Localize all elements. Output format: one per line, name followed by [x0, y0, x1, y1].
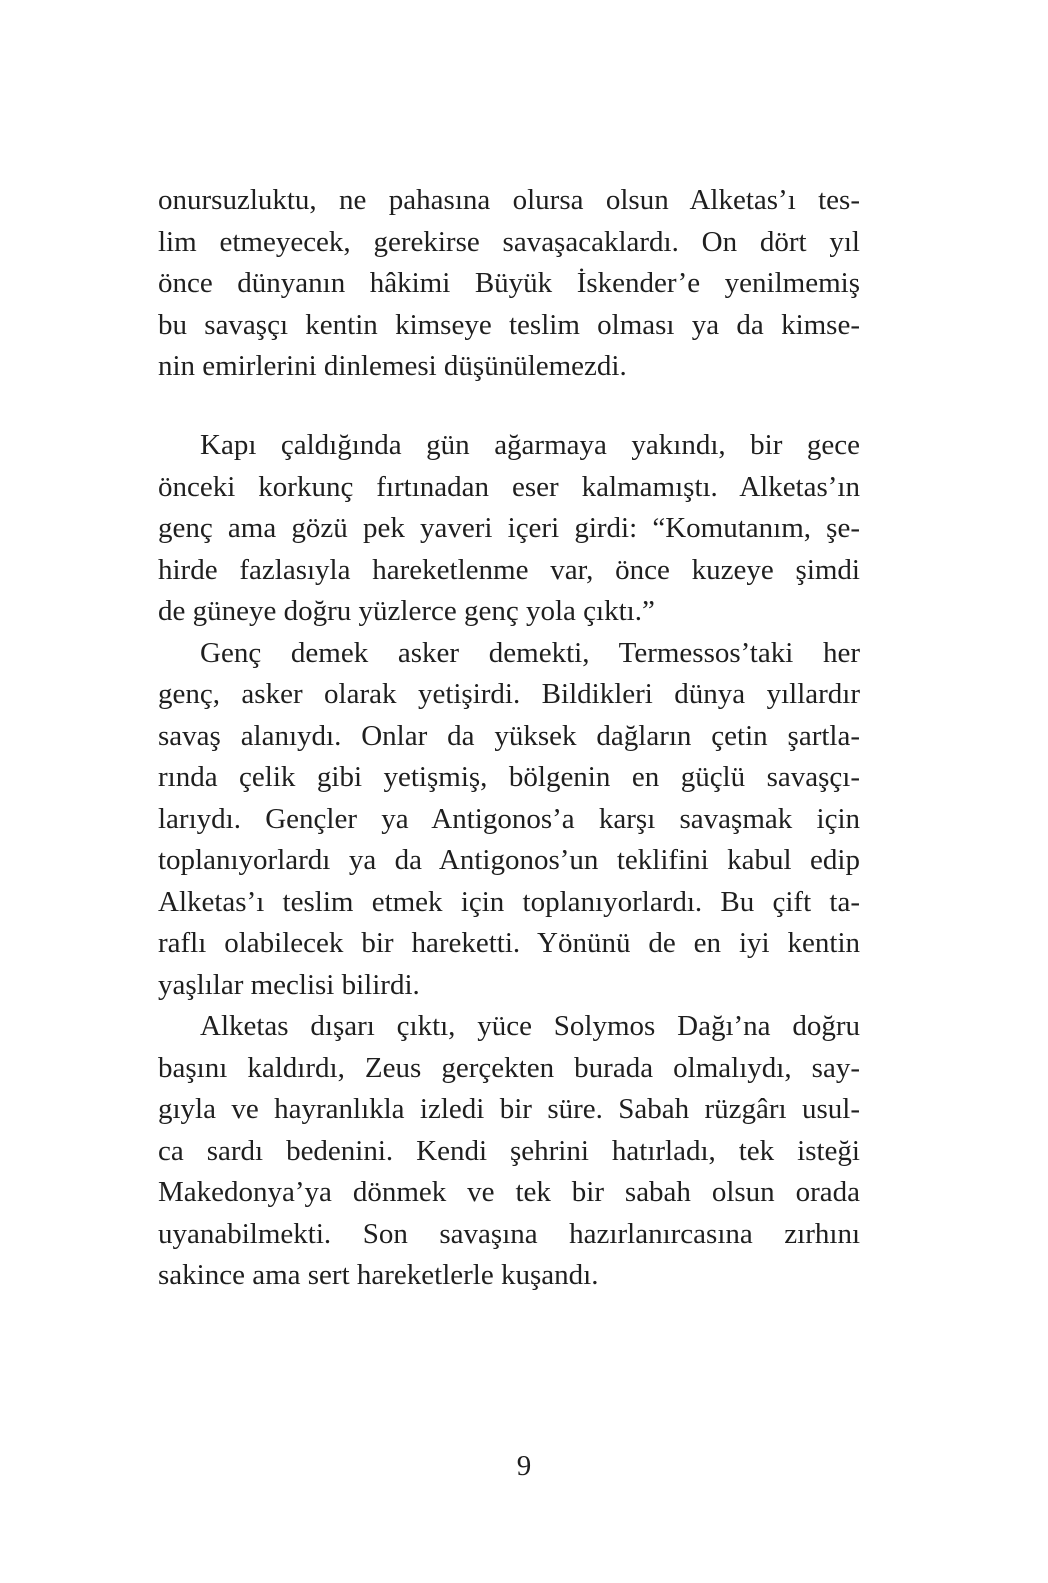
body-text [158, 425, 860, 1297]
paragraph [158, 1006, 860, 1297]
text-line: ca sardı bedenini. Kendi şehrini hatırladı, tek isteği [158, 1134, 860, 1167]
text-line: larıydı. Gençler ya Antigonos’a karşı savaşmak için [158, 802, 860, 835]
text-line: genç ama gözü pek yaveri içeri girdi: “Komutanım, şe- [158, 512, 860, 544]
text-line: önce dünyanın hâkimi Büyük İskender’e yenilmemiş [158, 267, 860, 299]
text-line: savaş alanıydı. Onlar da yüksek dağların çetin şartla- [158, 719, 860, 752]
text-line: gıyla ve hayranlıkla izledi bir süre. Sabah rüzgârı usul- [158, 1093, 860, 1125]
paragraph [158, 425, 860, 633]
text-line: hirde fazlasıyla hareketlenme var, önce kuzeye şimdi [158, 553, 860, 586]
paragraph [158, 633, 860, 1007]
text-line: genç, asker olarak yetişirdi. Bildikleri dünya yıllardır [158, 678, 860, 710]
page-number: 9 [516, 1450, 532, 1482]
text-line: onursuzluktu, ne pahasına olursa olsun Alketas’ı tes- [158, 184, 860, 216]
text-line: toplanıyorlardı ya da Antigonos’un teklifini kabul edip [158, 844, 860, 876]
text-line: bu savaşçı kentin kimseye teslim olması ya da kimse- [158, 308, 860, 341]
paragraph-continued [158, 180, 860, 388]
text-line: raflı olabilecek bir hareketti. Yönünü de en iyi kentin [158, 927, 860, 959]
text-line: yaşlılar meclisi bilirdi. [158, 968, 420, 1001]
text-line: rında çelik gibi yetişmiş, bölgenin en güçlü savaşçı- [158, 761, 860, 793]
text-line: Makedonya’ya dönmek ve tek bir sabah olsun orada [158, 1176, 860, 1208]
text-line: nin emirlerini dinlemesi düşünülemezdi. [158, 350, 627, 382]
text-line: önceki korkunç fırtınadan eser kalmamıştı. Alketas’ın [158, 470, 860, 503]
text-line: Alketas’ı teslim etmek için toplanıyorlardı. Bu çift ta- [158, 885, 860, 918]
text-line: Genç demek asker demekti, Termessos’taki her [200, 636, 860, 669]
text-line: lim etmeyecek, gerekirse savaşacaklardı. On dört yıl [158, 225, 860, 258]
text-line: başını kaldırdı, Zeus gerçekten burada olmalıydı, say- [158, 1051, 860, 1084]
text-line: Alketas dışarı çıktı, yüce Solymos Dağı’na doğru [200, 1010, 860, 1042]
text-line: Kapı çaldığında gün ağarmaya yakındı, bir gece [200, 429, 860, 461]
text-line: uyanabilmekti. Son savaşına hazırlanırcasına zırhını [158, 1217, 860, 1250]
text-line: de güneye doğru yüzlerce genç yola çıktı.” [158, 595, 655, 627]
text-line: sakince ama sert hareketlerle kuşandı. [158, 1259, 599, 1291]
